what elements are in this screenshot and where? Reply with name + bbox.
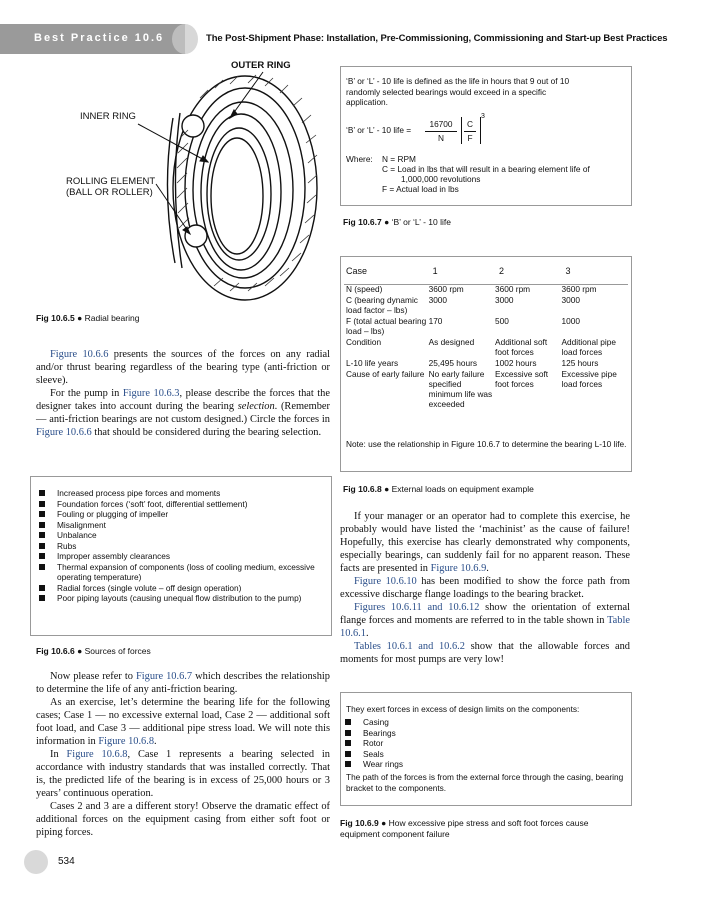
fig-10-6-9-outro: The path of the forces is from the external force through the casing, bearing bracket to the components. (346, 772, 624, 793)
table-row (346, 284, 628, 295)
table-cell: Additional soft foot forces (495, 337, 548, 357)
fig-10-6-8-caption: Fig 10.6.8 ● External loads on equipment example (343, 484, 534, 494)
table-row (346, 316, 628, 337)
c-definition-cont: 1,000,000 revolutions (401, 174, 481, 184)
list-item: Seals (341, 749, 403, 760)
definition-line: ‘B’ or ‘L’ - 10 life is defined as the life in hours that 9 out of 10 (346, 76, 570, 86)
table-cell: 3000 (495, 295, 514, 305)
table-cell: 125 hours (561, 358, 599, 368)
table-cell: 25,495 hours (428, 358, 478, 368)
table-cell: 3600 rpm (495, 284, 531, 294)
table-cell: 1000 (561, 316, 580, 326)
fig-10-6-7-box (340, 66, 632, 206)
list-item: Increased process pipe forces and moments (35, 488, 323, 499)
table-cell: C (bearing dynamic load factor – lbs) (346, 295, 418, 315)
fig-10-6-6-box (30, 476, 332, 636)
figure-link[interactable]: Figure 10.6.9 (430, 563, 487, 574)
paragraph-text: . (365, 628, 369, 639)
paragraph-text: has been modified to show the force path from excessive discharge flange loadings to the bearing bracket. (340, 576, 630, 600)
caption-number: Fig 10.6.8 (343, 484, 382, 494)
list-item: Unbalance (35, 530, 323, 541)
paragraph-text: . (486, 563, 489, 574)
list-item: Bearings (341, 728, 403, 739)
table-header-cell: 1 (432, 266, 438, 276)
list-item: Poor piping layouts (causing unequal flow distribution to the pump) (35, 593, 323, 604)
fig-10-6-8-box (340, 256, 632, 472)
definition-line: application. (346, 97, 388, 107)
n-definition: N = RPM (382, 154, 416, 164)
figure-link[interactable]: Figures 10.6.11 and 10.6.12 (354, 602, 480, 613)
paragraph: Cases 2 and 3 are a different story! Observe the dramatic effect of additional forces on the equipment casing from either soft foot or piping forces. (36, 801, 330, 838)
paragraph-text: Now please refer to (50, 671, 136, 682)
f-definition: F = Actual load in lbs (382, 184, 459, 194)
paragraph (36, 748, 330, 800)
figure-link[interactable]: Figure 10.6.10 (354, 576, 417, 587)
table-cell: Condition (346, 337, 382, 347)
paragraph (340, 510, 630, 575)
external-loads-table (346, 266, 628, 410)
table-row (346, 358, 628, 369)
caption-text: Radial bearing (84, 313, 140, 323)
fig-10-6-9-intro: They exert forces in excess of design limits on the components: (346, 704, 580, 714)
figure-link[interactable]: Figure 10.6.8 (98, 736, 155, 747)
caption-text: How excessive pipe stress and soft foot forces cause equipment component failure (340, 818, 589, 839)
page-number-circle (24, 850, 48, 874)
fig-10-6-5-caption: Fig 10.6.5 ● Radial bearing (36, 313, 140, 323)
paragraph-text: which describes the relationship to determine the life of any anti-friction bearing. (36, 671, 330, 695)
table-header-row (346, 266, 628, 284)
formula-numerator: 16700 (429, 119, 453, 129)
formula-lhs: ‘B’ or ‘L’ - 10 life = (346, 125, 412, 135)
table-header-cell: Case (346, 266, 368, 276)
table-cell: L-10 life years (346, 358, 399, 368)
fraction-bar (425, 131, 457, 132)
definition-line: randomly selected bearings would exceed in a specific (346, 86, 547, 97)
list-item: Foundation forces (‘soft’ foot, differential settlement) (35, 499, 323, 510)
fig-10-6-9-caption: Fig 10.6.9 ● How excessive pipe stress and soft foot forces cause equipment component failure (340, 818, 589, 839)
fig-10-6-6-caption: Fig 10.6.6 ● Sources of forces (36, 646, 151, 656)
paragraph (340, 575, 630, 601)
paragraph (36, 348, 330, 387)
paragraph-text: In (50, 749, 67, 760)
table-row (346, 295, 628, 316)
caption-number: Fig 10.6.9 (340, 818, 379, 828)
exponent: 3 (481, 113, 485, 120)
list-item: Misalignment (35, 520, 323, 531)
table-cell: 3000 (428, 295, 448, 305)
table-cell: 3600 rpm (428, 284, 464, 294)
list-item: Wear rings (341, 759, 403, 770)
analysis-paragraphs (340, 510, 630, 666)
paragraph-text: For the pump in (50, 388, 123, 399)
figure-link[interactable]: Figure 10.6.8 (66, 749, 128, 760)
label-rolling-element-line2: (BALL OR ROLLER) (66, 187, 153, 198)
fig-10-6-7-caption: Fig 10.6.7 ● ‘B’ or ‘L’ - 10 life (343, 217, 451, 227)
header-circle-decoration (172, 24, 198, 54)
table-body (346, 284, 628, 410)
table-cell: Cause of early failure (346, 369, 425, 379)
caption-text: Sources of forces (84, 646, 151, 656)
header-section-tab (0, 24, 186, 54)
forces-list (31, 477, 331, 604)
paragraph-text: , Case 1 represents a bearing selected in accordance with industry standards that was installed correctly. That is, the predicted life of the bearing is in excess of 25,000 hours or 3 years’ continuous operation. (36, 749, 331, 799)
label-outer-ring: OUTER RING (231, 60, 291, 71)
table-note: Note: use the relationship in Figure 10.6.7 to determine the bearing L-10 life. (346, 439, 627, 449)
paragraph (340, 640, 630, 666)
caption-text: ‘B’ or ‘L’ - 10 life (391, 217, 451, 227)
paragraph-text: show the orientation of external flange forces and moments are referred to in the table shown in (340, 602, 630, 626)
table-link[interactable]: Tables 10.6.1 and 10.6.2 (354, 641, 465, 652)
exercise-paragraphs (36, 670, 330, 839)
paragraph-text: . (Remember — anti-friction bearings are not custom designed.) Circle the forces in (36, 401, 330, 425)
caption-text: External loads on equipment example (391, 484, 534, 494)
caption-number: Fig 10.6.6 (36, 646, 75, 656)
table-cell: F (total actual bearing load – lbs) (346, 316, 427, 336)
table-header-cell: 2 (499, 266, 505, 276)
table-cell: 170 (428, 316, 443, 326)
c-definition: C = Load in lbs that will result in a bearing element life of (382, 164, 590, 174)
list-item: Radial forces (single volute – off design operation) (35, 583, 323, 594)
list-item: Casing (341, 717, 403, 728)
bracket-denominator: F (467, 133, 473, 143)
running-header-title: The Post-Shipment Phase: Installation, Pre-Commissioning, Commissioning and Start-up Best Practices (206, 33, 668, 44)
caption-number: Fig 10.6.5 (36, 313, 75, 323)
table-cell: 500 (495, 316, 509, 326)
intro-paragraphs (36, 348, 330, 439)
paragraph (36, 387, 330, 439)
list-item: Thermal expansion of components (loss of cooling medium, excessive operating temperature) (35, 562, 323, 583)
paragraph-text: that should be considered during the bearing selection. (91, 427, 322, 438)
figure-link[interactable]: Figure 10.6.3 (122, 388, 180, 399)
paragraph-text: If your manager or an operator had to complete this exercise, he probably would have listed the ‘machinist’ as the cause of failure! Hopefully, this exercise has clearly demonstrated why components, especially bearings, can suddenly fail for no apparent reason. These facts are presented in (340, 511, 630, 574)
l10-definition (346, 76, 626, 108)
components-list (341, 717, 403, 770)
table-row (346, 369, 628, 410)
figure-link[interactable]: Figure 10.6.7 (135, 671, 193, 682)
list-item: Rubs (35, 541, 323, 552)
table-cell: Excessive pipe load forces (561, 369, 617, 389)
where-label: Where: (346, 154, 373, 164)
bracket-fraction-bar (464, 131, 476, 132)
list-item: Fouling or plugging of impeller (35, 509, 323, 520)
label-inner-ring: INNER RING (80, 111, 136, 122)
table-header-cell: 3 (565, 266, 571, 276)
paragraph-text: As an exercise, let’s determine the bearing life for the following cases; Case 1 — no excessive external load, Case 2 — additional soft foot load, and Case 3 — additional pipe stress load. We will note this information in (36, 697, 330, 747)
paragraph-text: . (154, 736, 157, 747)
emphasis: selection (237, 401, 275, 412)
table-cell: 3000 (561, 295, 580, 305)
paragraph (340, 601, 630, 640)
table-cell: Excessive soft foot forces (495, 369, 549, 389)
figure-link[interactable]: Figure 10.6.6 (50, 349, 109, 360)
table-cell: N (speed) (346, 284, 383, 294)
paragraph (36, 696, 330, 748)
table-row (346, 337, 628, 358)
list-item: Improper assembly clearances (35, 551, 323, 562)
figure-link[interactable]: Figure 10.6.6 (36, 427, 92, 438)
table-cell: 3600 rpm (561, 284, 597, 294)
table-header-rule (344, 284, 628, 285)
caption-number: Fig 10.6.7 (343, 217, 382, 227)
table-cell: Additional pipe load forces (561, 337, 616, 357)
fig-10-6-9-box (340, 692, 632, 806)
page-number: 534 (58, 856, 75, 867)
list-item: Rotor (341, 738, 403, 749)
paragraph-text: , please describe the forces that the designer takes into account during the bearing (36, 388, 330, 412)
table-cell: 1002 hours (495, 358, 537, 368)
paragraph-text: presents the sources of the forces on any radial and/or thrust bearing regardless of the bearing type (anti-friction or sleeve). (36, 349, 331, 386)
section-label: Best Practice 10.6 (34, 32, 165, 44)
table-cell: No early failure specified minimum life was exceeded (428, 369, 493, 409)
bracket-numerator: C (467, 119, 473, 129)
paragraph (36, 670, 330, 696)
table-link[interactable]: Table 10.6.1 (340, 615, 630, 639)
label-rolling-element (66, 176, 155, 198)
formula-denominator: N (438, 133, 444, 143)
table-cell: As designed (428, 337, 475, 347)
paragraph-text: show that the allowable forces and moments for most pumps are very low! (340, 641, 630, 665)
label-rolling-element-line1: ROLLING ELEMENT (66, 176, 156, 187)
